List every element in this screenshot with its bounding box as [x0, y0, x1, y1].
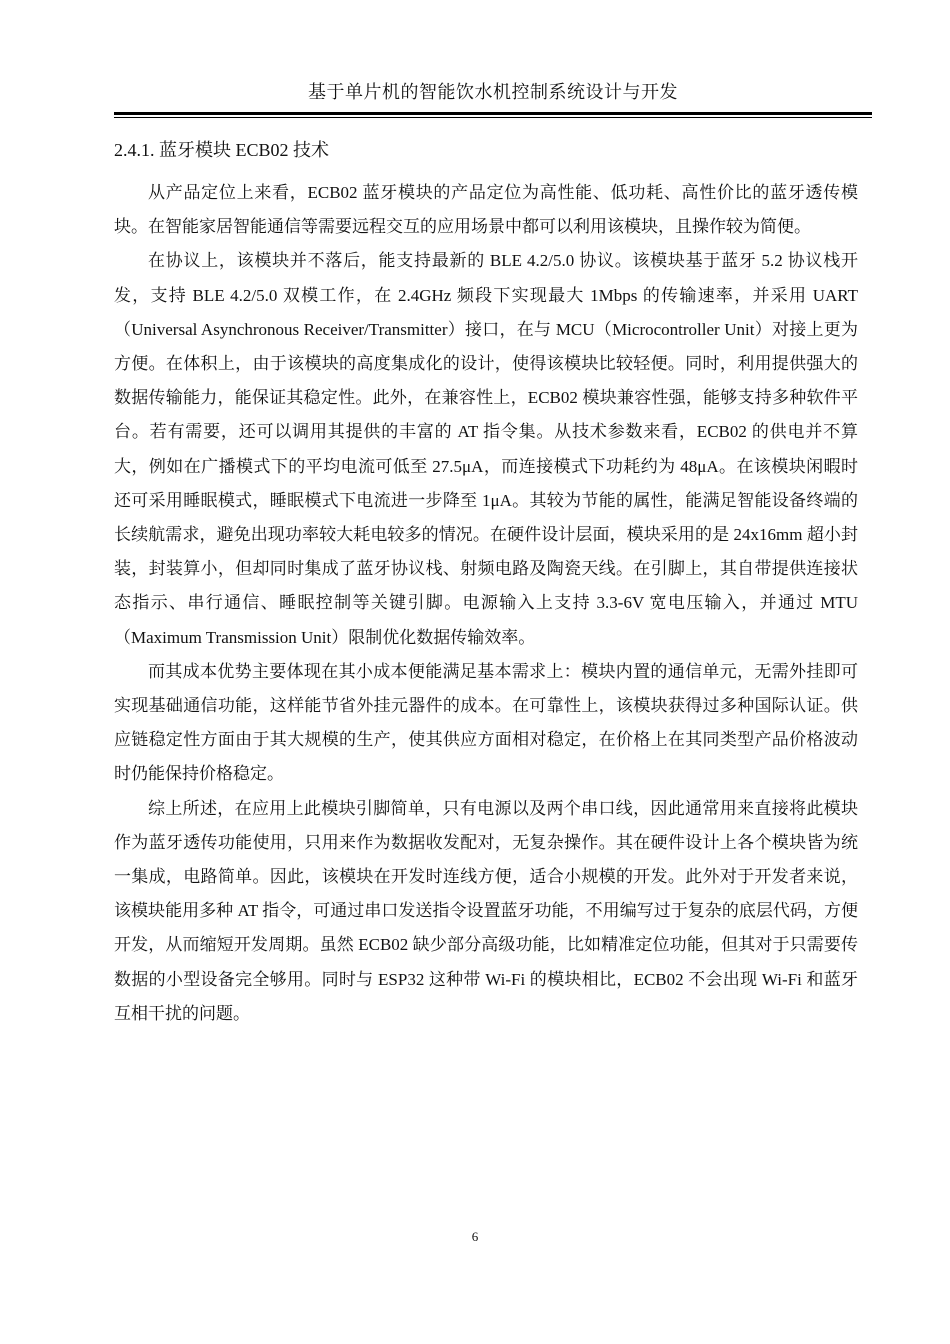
body-text — [114, 176, 858, 1031]
header-rule-thick — [114, 112, 872, 115]
section-heading: 2.4.1. 蓝牙模块 ECB02 技术 — [114, 140, 330, 160]
header-rule-thin — [114, 117, 872, 118]
paragraph-cost: 而其成本优势主要体现在其小成本便能满足基本需求上：模块内置的通信单元，无需外挂即可实现基础通信功能，这样能节省外挂元器件的成本。在可靠性上，该模块获得过多种国际认证。供应链稳定性方面由于其大规模的生产，使其供应方面相对稳定，在价格上在其同类型产品价格波动时仍能保持价格稳定。 — [114, 661, 858, 784]
running-header: 基于单片机的智能饮水机控制系统设计与开发 — [308, 82, 678, 102]
paragraph-protocol: 在协议上，该模块并不落后，能支持最新的 BLE 4.2/5.0 协议。该模块基于蓝牙 5.2 协议栈开发，支持 BLE 4.2/5.0 双模工作，在 2.4GHz 频段下实现最大 1Mbps 的传输速率，并采用 UART（Universal Asynchronous Receiver/Transmitter）接口，在与 MCU（Microcontroller Unit）对接上更为方便。在体积上，由于该模块的高度集成化的设计，使得该模块比较轻便。同时，利用提供强大的数据传输能力，能保证其稳定性。此外，在兼容性上，ECB02 模块兼容性强，能够支持多种软件平台。若有需要，还可以调用其提供的丰富的 AT 指令集。从技术参数来看，ECB02 的供电并不算大，例如在广播模式下的平均电流可低至 27.5μA，而连接模式下功耗约为 48μA。在该模块闲暇时还可采用睡眠模式，睡眠模式下电流进一步降至 1μA。其较为节能的属性，能满足智能设备终端的长续航需求，避免出现功率较大耗电较多的情况。在硬件设计层面，模块采用的是 24x16mm 超小封装，封装算小，但却同时集成了蓝牙协议栈、射频电路及陶瓷天线。在引脚上，其自带提供连接状态指示、串行通信、睡眠控制等关键引脚。电源输入上支持 3.3-6V 宽电压输入，并通过 MTU（Maximum Transmission Unit）限制优化数据传输效率。 — [114, 251, 858, 647]
paragraph-summary: 综上所述，在应用上此模块引脚简单，只有电源以及两个串口线，因此通常用来直接将此模块作为蓝牙透传功能使用，只用来作为数据收发配对，无复杂操作。其在硬件设计上各个模块皆为统一集成，电路简单。因此，该模块在开发时连线方便，适合小规模的开发。此外对于开发者来说，该模块能用多种 AT 指令，可通过串口发送指令设置蓝牙功能，不用编写过于复杂的底层代码，方便开发，从而缩短开发周期。虽然 ECB02 缺少部分高级功能，比如精准定位功能，但其对于只需要传数据的小型设备完全够用。同时与 ESP32 这种带 Wi-Fi 的模块相比，ECB02 不会出现 Wi-Fi 和蓝牙互相干扰的问题。 — [114, 798, 858, 1023]
paragraph-positioning: 从产品定位上来看，ECB02 蓝牙模块的产品定位为高性能、低功耗、高性价比的蓝牙透传模块。在智能家居智能通信等需要远程交互的应用场景中都可以利用该模块，且操作较为简便。 — [114, 183, 858, 237]
page-number: 6 — [471, 1229, 479, 1244]
